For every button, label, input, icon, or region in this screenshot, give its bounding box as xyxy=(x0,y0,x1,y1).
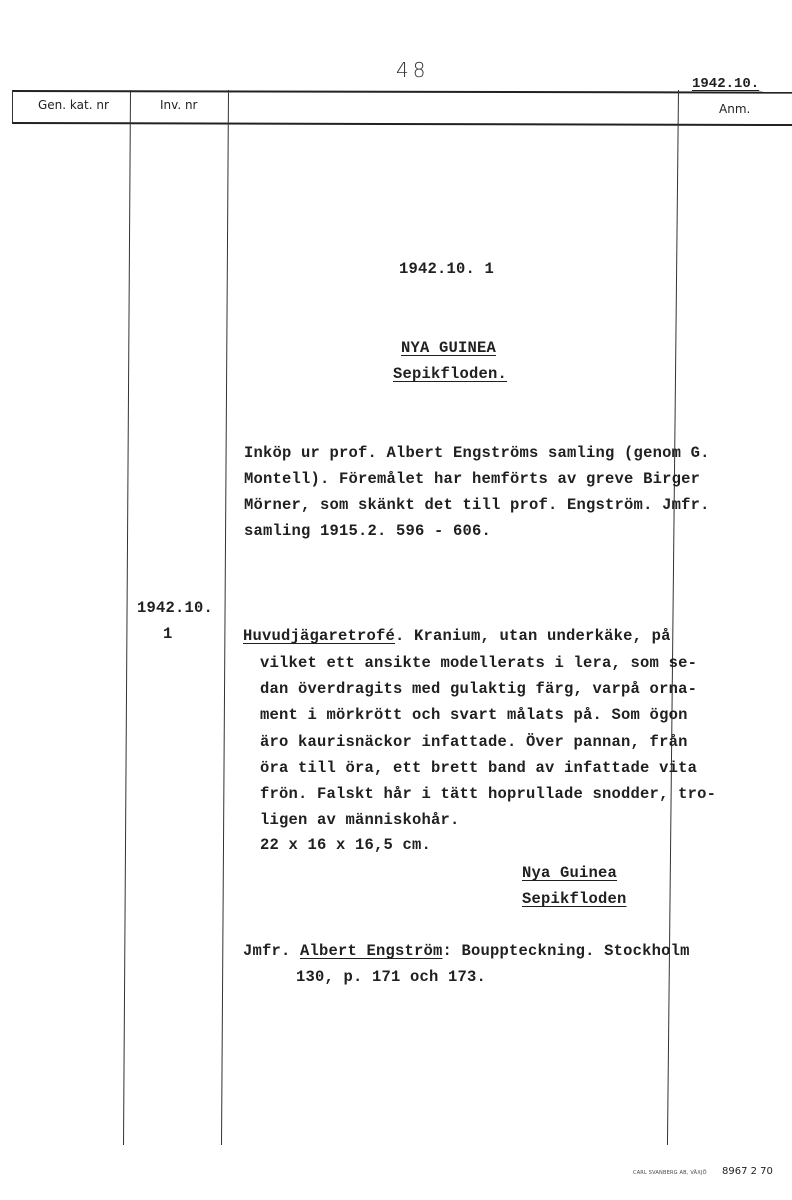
reference-line xyxy=(243,942,690,960)
reference-line-2: 130, p. 171 och 173. xyxy=(296,968,487,986)
entry-heading: 1942.10. 1 xyxy=(399,260,495,278)
reference-prefix: Jmfr. xyxy=(243,942,301,960)
description-line: ment i mörkrött och svart målats på. Som ögon xyxy=(260,706,688,724)
description-line: öra till öra, ett brett band av infattade vita xyxy=(260,759,698,777)
form-number: 8967 2 70 xyxy=(722,1166,773,1177)
description-line: vilket ett ansikte modellerats i lera, som se- xyxy=(260,654,698,672)
description-start: . Kranium, utan underkäke, på xyxy=(395,627,671,645)
provenance-line: Inköp ur prof. Albert Engströms samling (genom G. xyxy=(244,444,710,462)
column-rule-inv-nr xyxy=(221,90,229,1145)
column-header-anm: Anm. xyxy=(719,102,751,116)
inv-nr-suffix: 1 xyxy=(163,625,173,643)
column-rule-anm xyxy=(667,90,679,1145)
label-locality: Sepikfloden xyxy=(522,890,627,908)
reference-author: Albert Engström xyxy=(300,942,443,960)
column-header-gen-kat-nr: Gen. kat. nr xyxy=(38,98,109,112)
provenance-line: samling 1915.2. 596 - 606. xyxy=(244,522,492,540)
provenance-line: Montell). Föremålet har hemförts av greve Birger xyxy=(244,470,701,488)
page-number: 48 xyxy=(396,58,430,82)
column-rule-left-edge xyxy=(12,90,13,123)
object-title: Huvudjägaretrofé xyxy=(243,627,396,645)
description-line: dan överdragits med gulaktig färg, varpå orna- xyxy=(260,680,698,698)
inv-nr-value: 1942.10. xyxy=(137,599,214,617)
description-line: äro kaurisnäckor infattade. Över pannan, från xyxy=(260,733,688,751)
provenance-line: Mörner, som skänkt det till prof. Engström. Jmfr. xyxy=(244,496,710,514)
description-first-line xyxy=(243,627,671,645)
column-header-inv-nr: Inv. nr xyxy=(160,98,198,112)
entry-region: NYA GUINEA xyxy=(401,339,497,357)
column-rule-gen-kat xyxy=(123,90,131,1145)
reference-title: : Bouppteckning. Stockholm xyxy=(442,942,690,960)
label-region: Nya Guinea xyxy=(522,864,618,882)
header-accession-number: 1942.10. xyxy=(692,76,760,92)
printer-imprint: CARL SVANBERG AB, VÄXJÖ xyxy=(633,1170,707,1176)
description-line: frön. Falskt hår i tätt hoprullade snodder, tro- xyxy=(260,785,717,803)
entry-locality: Sepikfloden. xyxy=(393,365,508,383)
description-line: ligen av människohår. xyxy=(260,811,460,829)
dimensions: 22 x 16 x 16,5 cm. xyxy=(260,836,432,854)
